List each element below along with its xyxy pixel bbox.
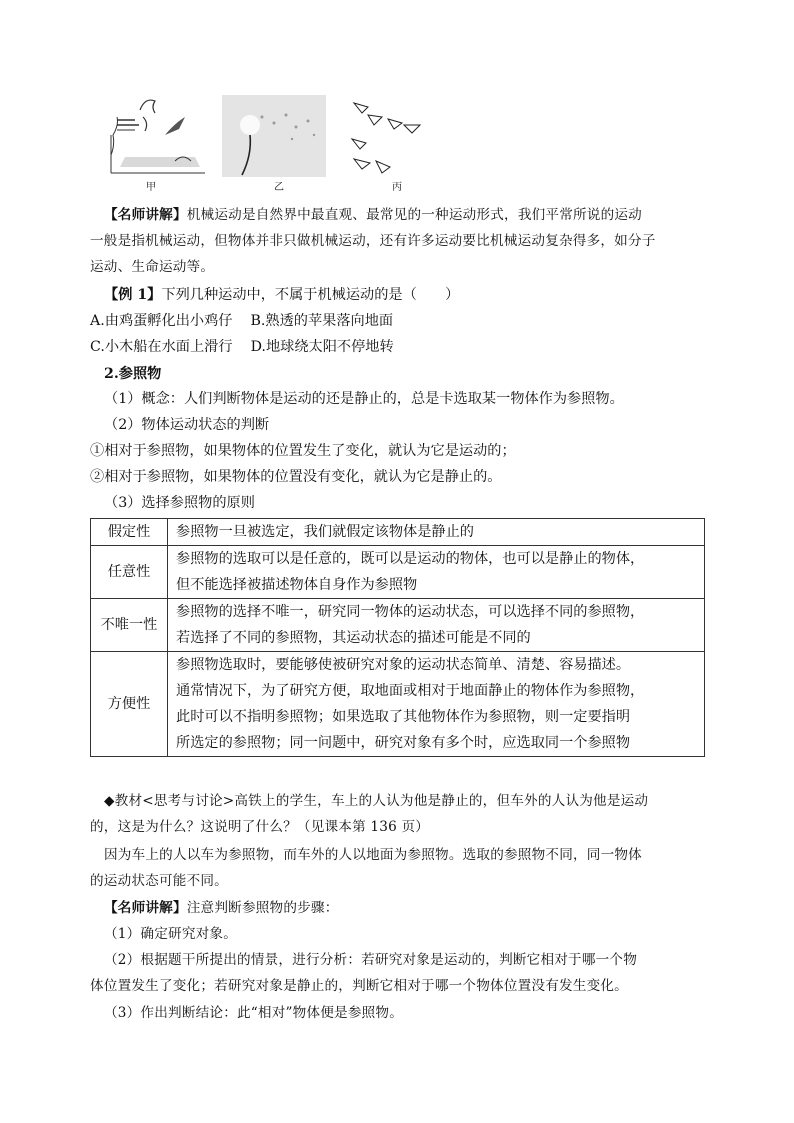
figure-row xyxy=(100,95,460,193)
table-row xyxy=(91,652,705,757)
principle-heading: （3）选择参照物的原则 xyxy=(104,495,255,511)
expert-note-2-intro: 【名师讲解】注意判断参照物的步骤： xyxy=(104,900,339,916)
reference-principle-table xyxy=(90,518,705,757)
table-value: 参照物的选择不唯一，研究同一物体的运动状态，可以选择不同的参照物， 若选择了不同的参照物，其运动状态的描述可能是不同的 xyxy=(168,599,705,652)
table-row xyxy=(91,546,705,599)
option-b: B.熟透的苹果落向地面 xyxy=(250,313,394,329)
expert-note-1-line1: 【名师讲解】机械运动是自然界中最直观、最常见的一种运动形式，我们平常所说的运动 xyxy=(104,207,642,223)
table-key: 不唯一性 xyxy=(91,599,168,652)
answer-line2: 的运动状态可能不同。 xyxy=(90,873,228,889)
step-2b: 体位置发生了变化；若研究对象是静止的，判断它相对于哪一个物体位置没有发生变化。 xyxy=(90,978,628,994)
option-a: A.由鸡蛋孵化出小鸡仔 xyxy=(90,313,233,329)
option-d: D.地球绕太阳不停地转 xyxy=(250,339,394,355)
figure-label-yi: 乙 xyxy=(274,182,284,193)
figure-jia-image xyxy=(105,95,205,177)
expert-tag: 【名师讲解】 xyxy=(104,900,187,916)
step-3: （3）作出判断结论：此“相对”物体便是参照物。 xyxy=(104,1005,404,1021)
judge-heading: （2）物体运动状态的判断 xyxy=(104,417,270,433)
rule-1: ①相对于参照物，如果物体的位置发生了变化，就认为它是运动的； xyxy=(90,443,516,459)
step-1: （1）确定研究对象。 xyxy=(104,926,237,942)
example-1-question: 【例 1】下列几种运动中，不属于机械运动的是（ ） xyxy=(104,287,460,303)
table-key: 任意性 xyxy=(91,546,168,599)
figure-label-jia: 甲 xyxy=(146,182,156,193)
expert-note-1-line2: 一般是指机械运动，但物体并非只做机械运动，还有许多运动要比机械运动复杂得多，如分子 xyxy=(90,233,656,249)
figure-label-bing: 丙 xyxy=(392,182,402,193)
table-value: 参照物选取时，要能够使被研究对象的运动状态简单、清楚、容易描述。 通常情况下，为了研究方便，取地面或相对于地面静止的物体作为参照物， 此时可以不指明参照物；如果选取了其他物体作为参照物，则一定要指明 所选定的参照物；同一问题中，研究对象有多个时，应选取同一个参照物 xyxy=(168,652,705,757)
answer-line1: 因为车上的人以车为参照物，而车外的人以地面为参照物。选取的参照物不同，同一物体 xyxy=(104,847,642,863)
table-row xyxy=(91,599,705,652)
example-1-options-cd xyxy=(90,334,710,360)
section-2-heading: 2.参照物 xyxy=(104,366,162,382)
concept-line: （1）概念：人们判断物体是运动的还是静止的，总是卡选取某一物体作为参照物。 xyxy=(104,391,624,407)
table-value: 参照物一旦被选定，我们就假定该物体是静止的 xyxy=(168,519,705,546)
table-key: 假定性 xyxy=(91,519,168,546)
table-row xyxy=(91,519,705,546)
option-c: C.小木船在水面上滑行 xyxy=(90,339,233,355)
figure-bing-image xyxy=(348,95,440,177)
rule-2: ②相对于参照物，如果物体的位置没有变化，就认为它是静止的。 xyxy=(90,469,502,485)
example-1-options-ab xyxy=(90,308,710,334)
table-key: 方便性 xyxy=(91,652,168,757)
step-2a: （2）根据题干所提出的情景，进行分析：若研究对象是运动的，判断它相对于哪一个物 xyxy=(104,952,638,968)
expert-tag: 【名师讲解】 xyxy=(104,207,187,223)
table-value: 参照物的选取可以是任意的，既可以是运动的物体，也可以是静止的物体， 但不能选择被描述物体自身作为参照物 xyxy=(168,546,705,599)
textbook-line2: 的，这是为什么？这说明了什么？（见课本第 136 页） xyxy=(90,819,430,835)
expert-note-1-line3: 运动、生命运动等。 xyxy=(90,259,215,275)
example-tag: 【例 1】 xyxy=(104,287,162,303)
textbook-line1: ◆教材<思考与讨论>高铁上的学生，车上的人认为他是静止的，但车外的人认为他是运动 xyxy=(104,793,649,809)
figure-yi-image xyxy=(222,95,326,177)
